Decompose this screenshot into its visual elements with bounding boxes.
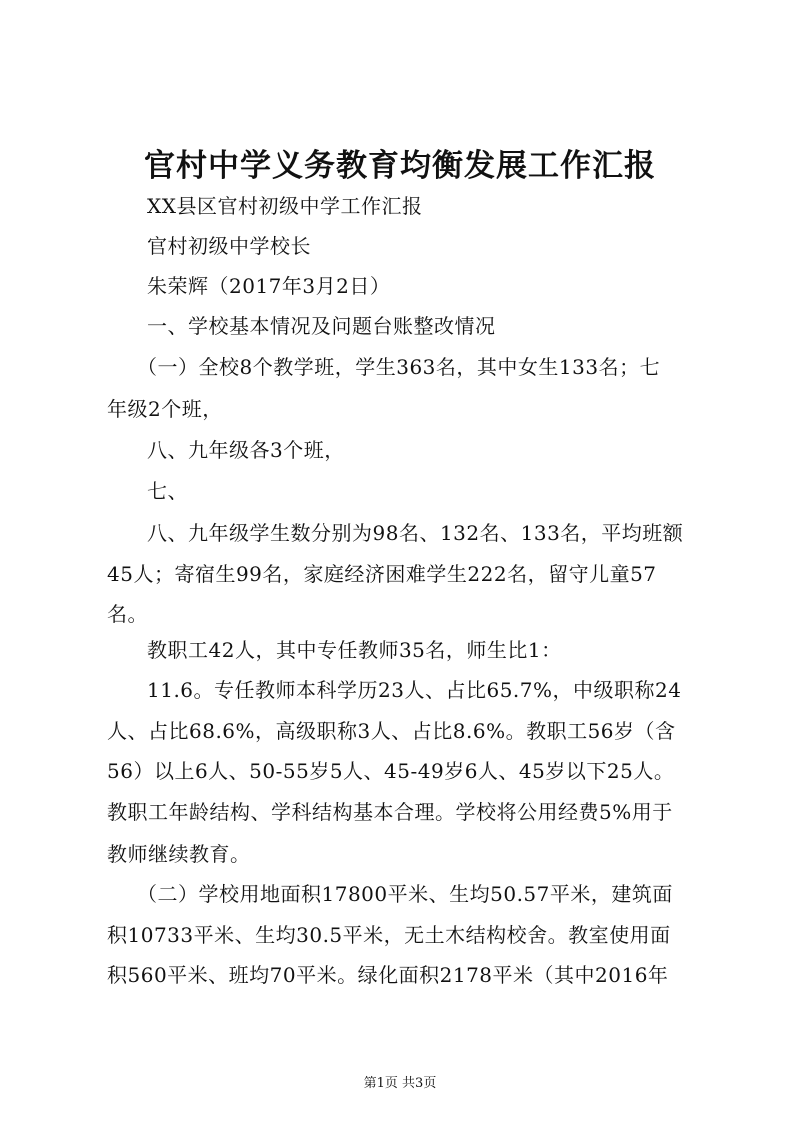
text-line: 官村初级中学校长 [147, 234, 311, 258]
text-line: 教职工年龄结构、学科结构基本合理。学校将公用经费5%用于 [107, 800, 673, 824]
text-line: 积560平米、班均70平米。绿化面积2178平米（其中2016年 [107, 963, 669, 987]
page-footer: 第1页 共3页 [363, 1076, 437, 1091]
text-line: 教师继续教育。 [107, 842, 251, 866]
text-line: 一、学校基本情况及问题台账整改情况 [147, 314, 496, 338]
text-line: （二）学校用地面积17800平米、生均50.57平米，建筑面 [137, 882, 673, 906]
document-title: 官村中学义务教育均衡发展工作汇报 [144, 148, 656, 184]
text-line: 朱荣辉（2017年3月2日） [147, 274, 391, 298]
text-line: 56）以上6人、50-55岁5人、45-49岁6人、45岁以下25人。 [107, 759, 675, 783]
text-line: 人、占比68.6%，高级职称3人、占比8.6%。教职工56岁（含 [107, 719, 676, 743]
text-line: 积10733平米、生均30.5平米，无土木结构校舍。教室使用面 [107, 923, 671, 947]
text-line: 年级2个班， [107, 397, 223, 421]
text-line: 11.6。专任教师本科学历23人、占比65.7%，中级职称24 [147, 678, 682, 702]
text-line: 七、 [147, 479, 188, 503]
text-line: 名。 [107, 602, 148, 626]
text-line: XX县区官村初级中学工作汇报 [147, 194, 423, 218]
text-line: 八、九年级学生数分别为98名、132名、133名，平均班额 [147, 521, 684, 545]
text-line: 八、九年级各3个班， [147, 438, 345, 462]
text-line: （一）全校8个教学班，学生363名，其中女生133名；七 [137, 355, 661, 379]
text-line: 教职工42人，其中专任教师35名，师生比1： [147, 638, 562, 662]
text-line: 45人；寄宿生99名，家庭经济困难学生222名，留守儿童57 [107, 562, 657, 586]
